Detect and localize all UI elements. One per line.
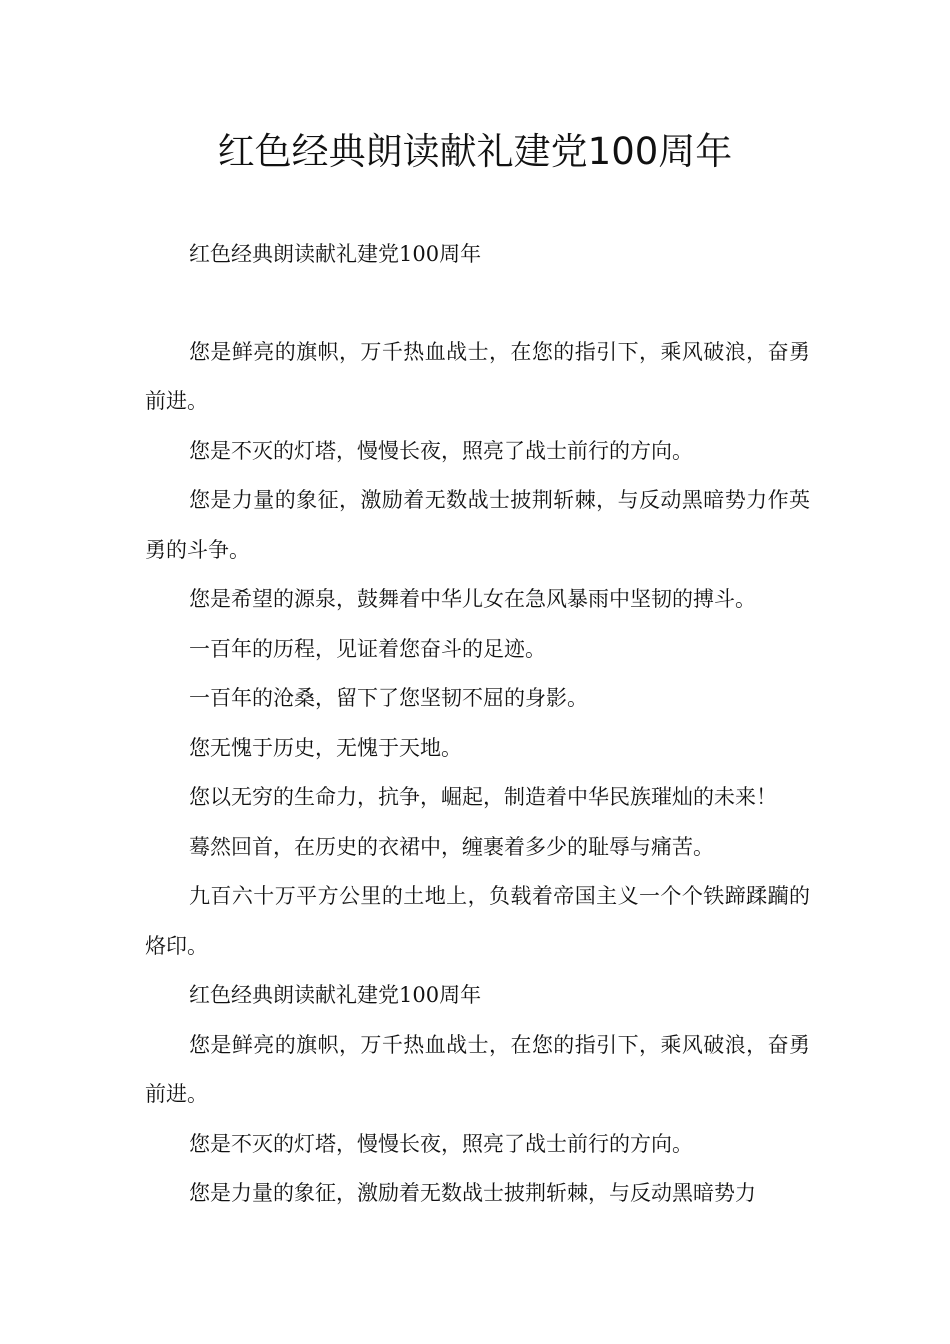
paragraph-8: 您以无穷的生命力，抗争，崛起，制造着中华民族璀灿的未来！ [189,785,777,809]
paragraph-14: 您是力量的象征，激励着无数战士披荆斩棘，与反动黑暗势力 [189,1181,756,1205]
paragraph-13: 您是不灭的灯塔，慢慢长夜，照亮了战士前行的方向。 [189,1131,693,1156]
paragraph-12: 您是鲜亮的旗帜，万千热血战士，在您的指引下，乘风破浪，奋勇前进。 [145,1032,810,1106]
paragraph-2: 您是不灭的灯塔，慢慢长夜，照亮了战士前行的方向。 [189,438,693,463]
paragraph-9: 蓦然回首，在历史的衣裙中，缠裹着多少的耻辱与痛苦。 [189,834,714,859]
paragraph-6: 一百年的沧桑，留下了您坚韧不屈的身影。 [189,686,588,710]
paragraph-4: 您是希望的源泉，鼓舞着中华儿女在急风暴雨中坚韧的搏斗。 [189,587,756,611]
paragraph-1: 您是鲜亮的旗帜，万千热血战士，在您的指引下，乘风破浪，奋勇前进。 [145,339,810,413]
paragraph-7: 您无愧于历史，无愧于天地。 [189,735,462,760]
document-body [145,230,810,1219]
paragraph-11: 红色经典朗读献礼建党100周年 [189,983,482,1007]
paragraph-5: 一百年的历程，见证着您奋斗的足迹。 [189,636,546,661]
paragraph-10: 九百六十万平方公里的土地上，负载着帝国主义一个个铁蹄蹂躏的烙印。 [145,884,810,958]
document-subtitle: 红色经典朗读献礼建党100周年 [189,242,482,266]
paragraph-3: 您是力量的象征，激励着无数战士披荆斩棘，与反动黑暗势力作英勇的斗争。 [145,488,810,562]
document-title: 红色经典朗读献礼建党100周年 [217,130,733,173]
